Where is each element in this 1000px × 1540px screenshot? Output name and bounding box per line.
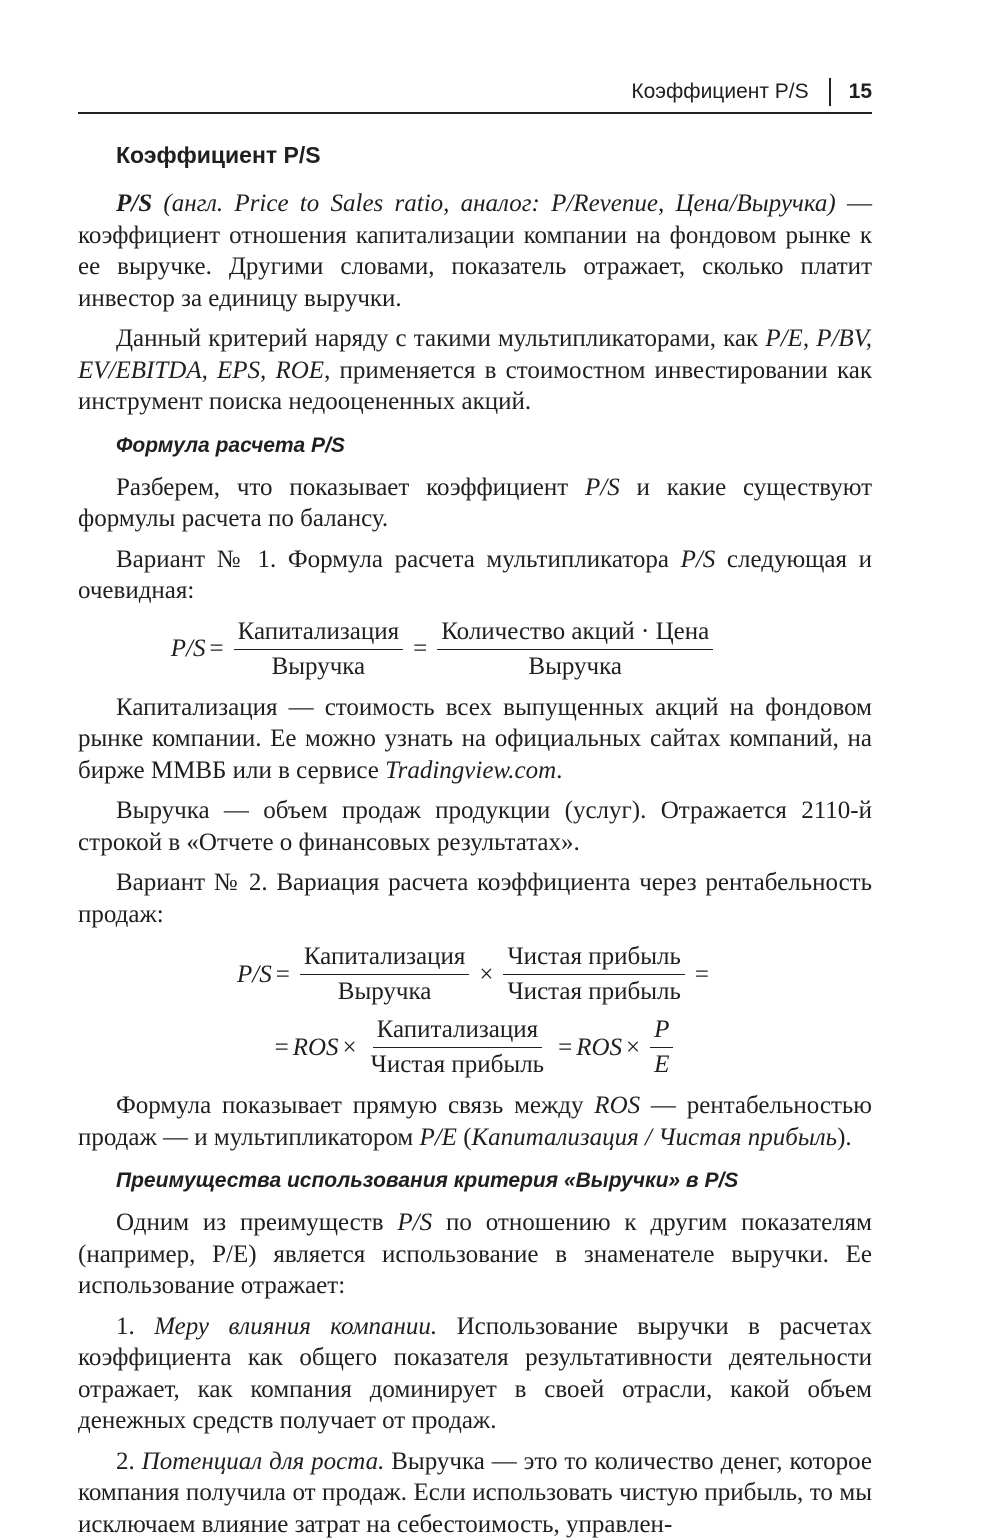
- formula1-frac2-num: Количество акций · Цена: [437, 617, 713, 650]
- ros-d: P/E: [419, 1124, 457, 1151]
- subsection-advantages-title: Преимущества использования критерия «Выручки» в P/S: [116, 1167, 872, 1195]
- ros-c: — рентабельностью продаж — и мультипликатором: [78, 1092, 872, 1151]
- subsection-formula-title: Формула расчета P/S: [116, 432, 872, 460]
- formula1-lhs: P/S: [171, 633, 206, 665]
- formula2-fraction-c: [367, 1015, 548, 1080]
- formula2-eq3: =: [275, 1032, 289, 1064]
- revenue-paragraph: Выручка — объем продаж продукции (услуг). Отражается 2110-й строкой в «Отчете о финансовых результатах».: [78, 795, 872, 858]
- formula2-eq2: =: [695, 959, 709, 991]
- formula-2-line-1: [78, 942, 872, 1007]
- variant2-paragraph: Вариант № 2. Вариация расчета коэффициента через рентабельность продаж:: [78, 867, 872, 930]
- formula2-fraction-a: [300, 942, 470, 1007]
- formula2-a-den: Выручка: [334, 975, 436, 1007]
- analyze-paragraph: [78, 472, 872, 535]
- formula1-frac1-den: Выручка: [268, 650, 370, 682]
- multipliers-rest: , применяется в стоимостном инвестировании как инструмент поиска недооцененных акций.: [78, 357, 872, 416]
- analyze-b: P/S: [585, 474, 620, 501]
- advantages-paragraph: [78, 1207, 872, 1302]
- adv-b: P/S: [397, 1209, 432, 1236]
- intro-body: — коэффициент отношения капитализации компании на фондовом рынке к ее выручке. Другими словами, показатель отражает, сколько платит инвестор за единицу выручки.: [78, 190, 872, 312]
- formula2-ros2: ROS: [576, 1032, 622, 1064]
- header-separator: [829, 78, 831, 106]
- formula2-d-den: E: [650, 1048, 673, 1080]
- variant1-paragraph: [78, 544, 872, 607]
- formula2-ros1: ROS: [293, 1032, 339, 1064]
- formula2-d-num: P: [650, 1015, 673, 1048]
- formula2-b-den: Чистая прибыль: [503, 975, 684, 1007]
- formula2-lhs: P/S: [237, 959, 272, 991]
- cap-b: Tradingview.com: [385, 757, 556, 784]
- ros-e: (: [457, 1124, 472, 1151]
- ros-paragraph: [78, 1090, 872, 1153]
- formula2-fraction-b: [503, 942, 684, 1007]
- ros-b: ROS: [594, 1092, 640, 1119]
- formula2-eq4: =: [558, 1032, 572, 1064]
- formula2-a-num: Капитализация: [300, 942, 470, 975]
- formula1-eq2: =: [413, 633, 427, 665]
- formula2-c-num: Капитализация: [373, 1015, 543, 1048]
- item1-num: 1.: [116, 1313, 154, 1340]
- formula1-fraction-2: [437, 617, 713, 682]
- page-number: 15: [849, 80, 872, 104]
- intro-term: P/S: [116, 190, 152, 217]
- item2-title: Потенциал для роста.: [142, 1448, 385, 1475]
- cap-a: Капитализация — стоимость всех выпущенных акций на фондовом рынке компании. Ее можно узнать на официальных сайтах компаний, на бирже ММВБ или в сервисе: [78, 694, 872, 784]
- formula1-frac2-den: Выручка: [524, 650, 626, 682]
- ros-g: ).: [837, 1124, 852, 1151]
- cap-c: .: [556, 757, 562, 784]
- running-title: Коэффициент P/S: [631, 80, 808, 104]
- formula-2-line-2: [78, 1015, 872, 1080]
- intro-paragraph: [78, 188, 872, 314]
- formula1-frac1-num: Капитализация: [234, 617, 404, 650]
- formula2-times2: ×: [343, 1032, 357, 1064]
- list-item-2: [78, 1446, 872, 1540]
- ros-a: Формула показывает прямую связь между: [116, 1092, 594, 1119]
- header-rule: [78, 112, 872, 114]
- adv-c: по отношению к другим показателям (например, P/E) является использование в знаменателе выручки. Ее использование отражает:: [78, 1209, 872, 1299]
- intro-gloss: (англ. Price to Sales ratio, аналог: P/Revenue, Цена/Выручка): [163, 190, 835, 217]
- formula2-c-den: Чистая прибыль: [367, 1048, 548, 1080]
- adv-a: Одним из преимуществ: [116, 1209, 397, 1236]
- ros-f: Капитализация / Чистая прибыль: [472, 1124, 838, 1151]
- section-title: Коэффициент P/S: [116, 138, 872, 172]
- formula2-eq1: =: [276, 959, 290, 991]
- formula2-times3: ×: [626, 1032, 640, 1064]
- formula1-eq1: =: [210, 633, 224, 665]
- analyze-c: и какие существуют формулы расчета по балансу.: [78, 474, 872, 533]
- multipliers-list: P/E, P/BV, EV/EBITDA, EPS, ROE: [78, 325, 872, 384]
- variant1-a: Вариант № 1. Формула расчета мультипликатора: [116, 546, 681, 573]
- page-content: [78, 138, 872, 1540]
- list-item-1: [78, 1311, 872, 1437]
- item2-num: 2.: [116, 1448, 142, 1475]
- formula2-fraction-d: [650, 1015, 673, 1080]
- multipliers-text: Данный критерий наряду с такими мультипликаторами, как: [116, 325, 765, 352]
- capitalization-paragraph: [78, 692, 872, 787]
- variant1-c: следующая и очевидная:: [78, 546, 872, 605]
- item1-text: Использование выручки в расчетах коэффициента как общего показателя результативности деятельности отражает, как компания доминирует в своей отрасли, какой объем денежных средств получает от продаж.: [78, 1313, 872, 1435]
- running-head: [631, 78, 872, 106]
- formula2-times1: ×: [479, 959, 493, 991]
- multipliers-paragraph: [78, 323, 872, 418]
- formula2-b-num: Чистая прибыль: [503, 942, 684, 975]
- item2-text: Выручка — это то количество денег, которое компания получила от продаж. Если использовать чистую прибыль, то мы исключаем влияние затрат на себестоимость, управлен-: [78, 1448, 872, 1538]
- analyze-a: Разберем, что показывает коэффициент: [116, 474, 585, 501]
- item1-title: Меру влияния компании.: [154, 1313, 437, 1340]
- variant1-b: P/S: [681, 546, 716, 573]
- formula-1: [78, 617, 872, 682]
- formula1-fraction-1: [234, 617, 404, 682]
